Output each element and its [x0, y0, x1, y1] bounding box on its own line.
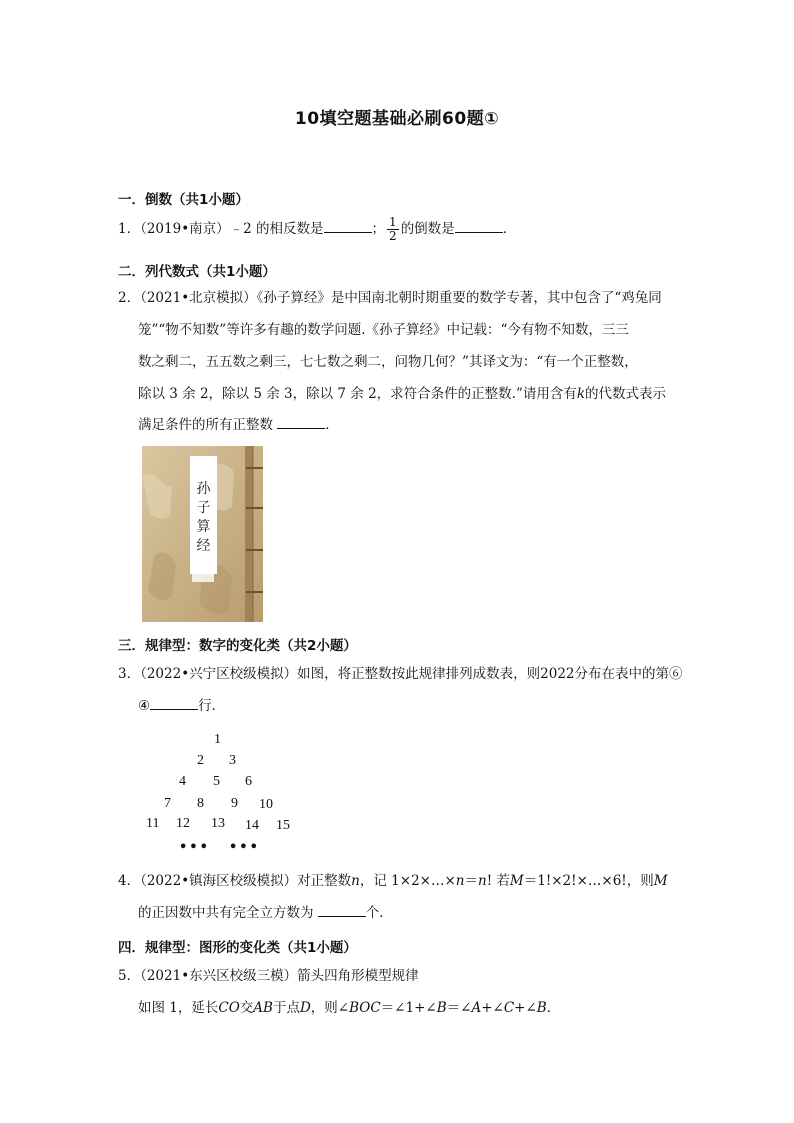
- q5-text: 如图 1，延长: [138, 1000, 219, 1016]
- book-char-2: 子: [196, 500, 211, 516]
- q2-line-4-text: 除以 3 余 2，除以 5 余 3，除以 7 余 2，求符合条件的正整数.”请用含有: [138, 386, 577, 402]
- q4-var-n: n: [477, 873, 487, 889]
- section-heading-4: 四．规律型：图形的变化类（共1小题）: [118, 940, 357, 956]
- q5-var: A: [471, 1000, 482, 1016]
- q5-var: CO: [218, 1000, 240, 1016]
- q5-var: AB: [253, 1000, 273, 1016]
- q3-line-2-start: ④: [138, 698, 151, 714]
- q5-line-1: 5．（2021•东兴区校级三模）箭头四角形模型规律: [118, 968, 419, 984]
- section-heading-2: 二．列代数式（共1小题）: [118, 264, 276, 280]
- triangle-number: 5: [213, 774, 220, 789]
- q4-blank[interactable]: [318, 902, 366, 917]
- q4-text-b: ，记 1×2×…×: [359, 873, 456, 889]
- triangle-number: 4: [179, 774, 186, 789]
- q4-text-c: ＝: [464, 873, 478, 889]
- q5-var: D: [299, 1000, 311, 1016]
- q4-var-n: n: [351, 873, 360, 889]
- q5-var: B: [536, 1000, 547, 1016]
- q4-text-a: 4．（2022•镇海区校级模拟）对正整数: [118, 873, 352, 889]
- section-heading-3: 三．规律型：数字的变化类（共2小题）: [118, 638, 357, 654]
- question-1: [118, 215, 516, 243]
- page-title: 10填空题基础必刷60题①: [294, 109, 500, 129]
- q5-text: ＝∠1+∠: [380, 1000, 437, 1016]
- book-char-1: 孙: [196, 481, 211, 497]
- q3-line-2-end: 行．: [198, 698, 226, 714]
- triangle-number: 6: [245, 774, 252, 789]
- q1-frac-num: 1: [389, 215, 397, 229]
- q2-line-1: 2．（2021•北京模拟）《孙子算经》是中国南北朝时期重要的数学专著，其中包含了“鸡兔同: [118, 290, 662, 306]
- q1-mid: ；: [371, 221, 386, 237]
- q1-fraction: [387, 216, 399, 243]
- book-char-3: 算: [196, 519, 211, 535]
- q4-text-d: ! 若: [486, 873, 510, 889]
- sunzi-suanjing-book-image: [142, 446, 263, 622]
- q5-text: ．: [546, 1000, 561, 1016]
- q1-blank-1[interactable]: [324, 218, 372, 233]
- section-heading-1: 一．倒数（共1小题）: [118, 192, 249, 208]
- triangle-number: 10: [259, 797, 273, 812]
- q4-var-m: M: [509, 873, 524, 889]
- triangle-number: 14: [245, 818, 259, 833]
- triangle-number: 3: [229, 753, 236, 768]
- triangle-number: 7: [164, 796, 171, 811]
- triangle-number: 9: [231, 796, 238, 811]
- q2-blank[interactable]: [277, 414, 325, 429]
- triangle-number: 15: [276, 818, 290, 833]
- q1-blank-2[interactable]: [455, 218, 503, 233]
- book-char-4: 经: [196, 538, 211, 554]
- q5-text: +∠: [481, 1000, 504, 1016]
- q5-var: C: [503, 1000, 515, 1016]
- q3-line-2: [138, 692, 225, 720]
- q2-var-k: k: [576, 386, 586, 402]
- q2-line-5-text: 满足条件的所有正整数: [138, 417, 273, 433]
- q1-tail: 的倒数是: [400, 221, 455, 237]
- q5-text: 交: [239, 1000, 254, 1016]
- q5-var: B: [436, 1000, 447, 1016]
- ellipsis-dots: •••: [179, 840, 210, 855]
- q1-head: 1．（2019•南京）﹣2 的相反数是: [118, 221, 324, 237]
- triangle-number: 13: [211, 816, 225, 831]
- q4-line-2: [138, 899, 393, 927]
- q5-var: BOC: [349, 1000, 381, 1016]
- q5-line-2: [138, 994, 560, 1022]
- q3-blank[interactable]: [150, 695, 198, 710]
- triangle-number: 8: [197, 796, 204, 811]
- triangle-number: 1: [214, 732, 221, 747]
- ellipsis-dots: •••: [229, 840, 260, 855]
- triangle-number: 12: [176, 816, 190, 831]
- q5-text: 于点: [272, 1000, 300, 1016]
- q2-line-3: 数之剩二，五五数之剩三，七七数之剩二，问物几何？”其译文为：“有一个正整数，: [138, 354, 638, 370]
- q4-var-n: n: [455, 873, 465, 889]
- q4-line-2-text: 的正因数中共有完全立方数为: [138, 905, 314, 921]
- triangle-number: 11: [146, 816, 160, 831]
- q2-line-5: [138, 411, 339, 439]
- q4-var-m: M: [653, 873, 668, 889]
- q2-line-4: [138, 380, 666, 408]
- q2-line-4-tail: 的代数式表示: [585, 386, 667, 402]
- q2-line-5-end: ．: [325, 417, 339, 433]
- q1-frac-den: 2: [389, 229, 397, 243]
- q5-text: +∠: [514, 1000, 537, 1016]
- q4-line-2-end: 个．: [365, 905, 393, 921]
- triangle-number: 2: [197, 753, 204, 768]
- q5-text: ，则∠: [310, 1000, 350, 1016]
- q2-line-2: 笼”“物不知数”等许多有趣的数学问题.《孙子算经》中记载：“今有物不知数，三三: [138, 322, 629, 338]
- q4-text-e: ＝1!×2!×…×6!，则: [523, 873, 654, 889]
- q3-line-1: 3．（2022•兴宁区校级模拟）如图，将正整数按此规律排列成数表，则2022分布在表中的第⑥: [118, 666, 683, 682]
- q1-end: ．: [502, 221, 517, 237]
- q4-line-1: [118, 867, 668, 895]
- q5-text: ＝∠: [446, 1000, 472, 1016]
